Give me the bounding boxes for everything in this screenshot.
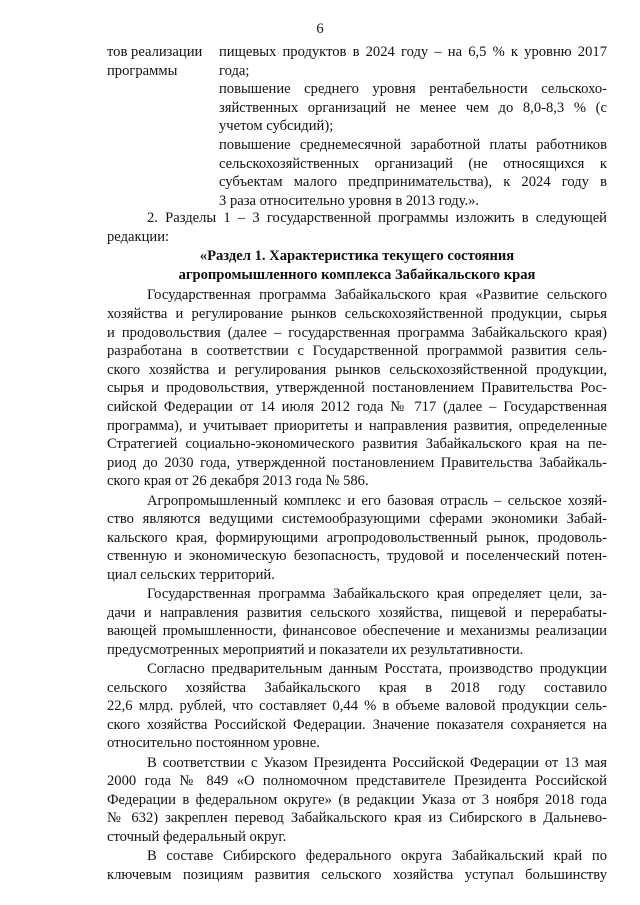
text-line: В составе Сибирского федерального округа Забайкальский край по bbox=[147, 848, 607, 865]
text-line: сийской Федерации от 14 июля 2012 года № 717 (далее – Государственная bbox=[107, 398, 607, 415]
section-heading bbox=[107, 247, 607, 284]
paragraph bbox=[107, 585, 607, 659]
table-right-line: сельскохозяйственных организаций (не относящихся к bbox=[219, 155, 607, 172]
table-left-line: тов реализации bbox=[107, 44, 203, 60]
table-right-line: учетом субсидий); bbox=[219, 118, 334, 135]
text-line: ключевым позициям развития сельского хозяйства уступал большинству bbox=[107, 866, 607, 883]
text-line: программа), и учитывает приоритеты и направления развития, определенные bbox=[107, 417, 607, 434]
text-line: циал сельских территорий. bbox=[107, 566, 275, 583]
text-line: В соответствии с Указом Президента Российской Федерации от 13 мая bbox=[147, 754, 607, 771]
text-line: и продовольствия (далее – государственная программа Забайкальского края) bbox=[107, 324, 607, 341]
text-line: № 632) закреплен перевод Забайкальского края из Сибирского в Дальнево- bbox=[107, 810, 607, 827]
intro-paragraph bbox=[107, 209, 607, 246]
paragraph bbox=[107, 492, 607, 585]
text-line: ского хозяйства и регулирования рынков сельскохозяйственной продукции, bbox=[107, 361, 607, 378]
text-line: 2000 года № 849 «О полномочном представителе Президента Российской bbox=[107, 773, 607, 790]
text-line: редакции: bbox=[107, 228, 170, 245]
table-row bbox=[107, 43, 607, 210]
paragraphs-container bbox=[107, 286, 607, 884]
text-line: Стратегией социально-экономического развития Забайкальского края на пе- bbox=[107, 436, 607, 453]
text-line: риод до 2030 года, утвержденной постановлением Правительства Забайкаль- bbox=[107, 454, 607, 471]
text-line: относительно постоянном уровне. bbox=[107, 735, 320, 752]
text-line: Государственная программа Забайкальского края определяет цели, за- bbox=[147, 586, 607, 603]
text-line: Согласно предварительным данным Росстата, производство продукции bbox=[147, 661, 607, 678]
text-line: ского хозяйства Российской Федерации. Значение показателя сохраняется на bbox=[107, 716, 607, 733]
text-line: Агропромышленный комплекс и его базовая отрасль – сельское хозяй- bbox=[147, 492, 607, 509]
document-body bbox=[107, 209, 607, 884]
paragraph bbox=[107, 847, 607, 884]
text-line: 2. Разделы 1 – 3 государственной программы изложить в следующей bbox=[147, 210, 607, 226]
text-line: ского края от 26 декабря 2013 года № 586. bbox=[107, 473, 369, 490]
paragraph bbox=[107, 286, 607, 491]
text-line: вающей промышленности, финансовое обеспечение и механизмы реализации bbox=[107, 623, 607, 640]
table-right-line: повышение среднемесячной заработной платы работников bbox=[219, 136, 607, 153]
heading-line: агропромышленного комплекса Забайкальского края bbox=[178, 266, 536, 283]
text-line: сельского хозяйства Забайкальского края в 2018 году составило bbox=[107, 679, 607, 696]
text-line: Федерации в федеральном округе» (в редакции Указа от 3 ноября 2018 года bbox=[107, 791, 607, 808]
table-right-cell bbox=[219, 43, 607, 210]
page-number: 6 bbox=[316, 21, 324, 37]
text-line: кальского края, формирующими агропродовольственный рынок, продоволь- bbox=[107, 529, 607, 546]
table-right-line: повышение среднего уровня рентабельности сельскохо- bbox=[219, 81, 607, 98]
text-line: Государственная программа Забайкальского края «Развитие сельского bbox=[147, 287, 607, 304]
text-line: разработана в соответствии с Государственной программой развития сель- bbox=[107, 343, 607, 360]
text-line: предусмотренных мероприятий и показатели их результативности. bbox=[107, 641, 524, 658]
table-right-line: пищевых продуктов в 2024 году – на 6,5 % к уровню 2017 bbox=[219, 44, 607, 60]
text-line: 22,6 млрд. рублей, что составляет 0,44 % в объеме валовой продукции сель- bbox=[107, 698, 607, 715]
text-line: сырья и продовольствия, утвержденной постановлением Правительства Рос- bbox=[107, 380, 607, 397]
table-right-line: субъектам малого предпринимательства), к 2024 году в bbox=[219, 174, 607, 191]
text-line: ство являются ведущими системообразующими сферами экономики Забай- bbox=[107, 511, 607, 528]
table-left-line: программы bbox=[107, 62, 178, 79]
paragraph bbox=[107, 660, 607, 753]
table-left-cell bbox=[107, 43, 219, 80]
table-right-line: года; bbox=[219, 62, 250, 79]
heading-line: «Раздел 1. Характеристика текущего состояния bbox=[199, 248, 515, 265]
text-line: хозяйства и регулирование рынков сельскохозяйственной продукции, сырья bbox=[107, 305, 607, 322]
table-right-line: зяйственных организаций не менее чем до 8,0-8,3 % (с bbox=[219, 99, 607, 116]
program-passport-table-fragment bbox=[107, 43, 607, 210]
table-right-line: 3 раза относительно уровня в 2013 году.». bbox=[219, 192, 480, 209]
paragraph bbox=[107, 754, 607, 847]
text-line: дачи и направления развития сельского хозяйства, пищевой и перерабаты- bbox=[107, 604, 607, 621]
text-line: сточный федеральный округ. bbox=[107, 828, 287, 845]
text-line: ственную и экономическую безопасность, трудовой и поселенческий потен- bbox=[107, 548, 607, 565]
